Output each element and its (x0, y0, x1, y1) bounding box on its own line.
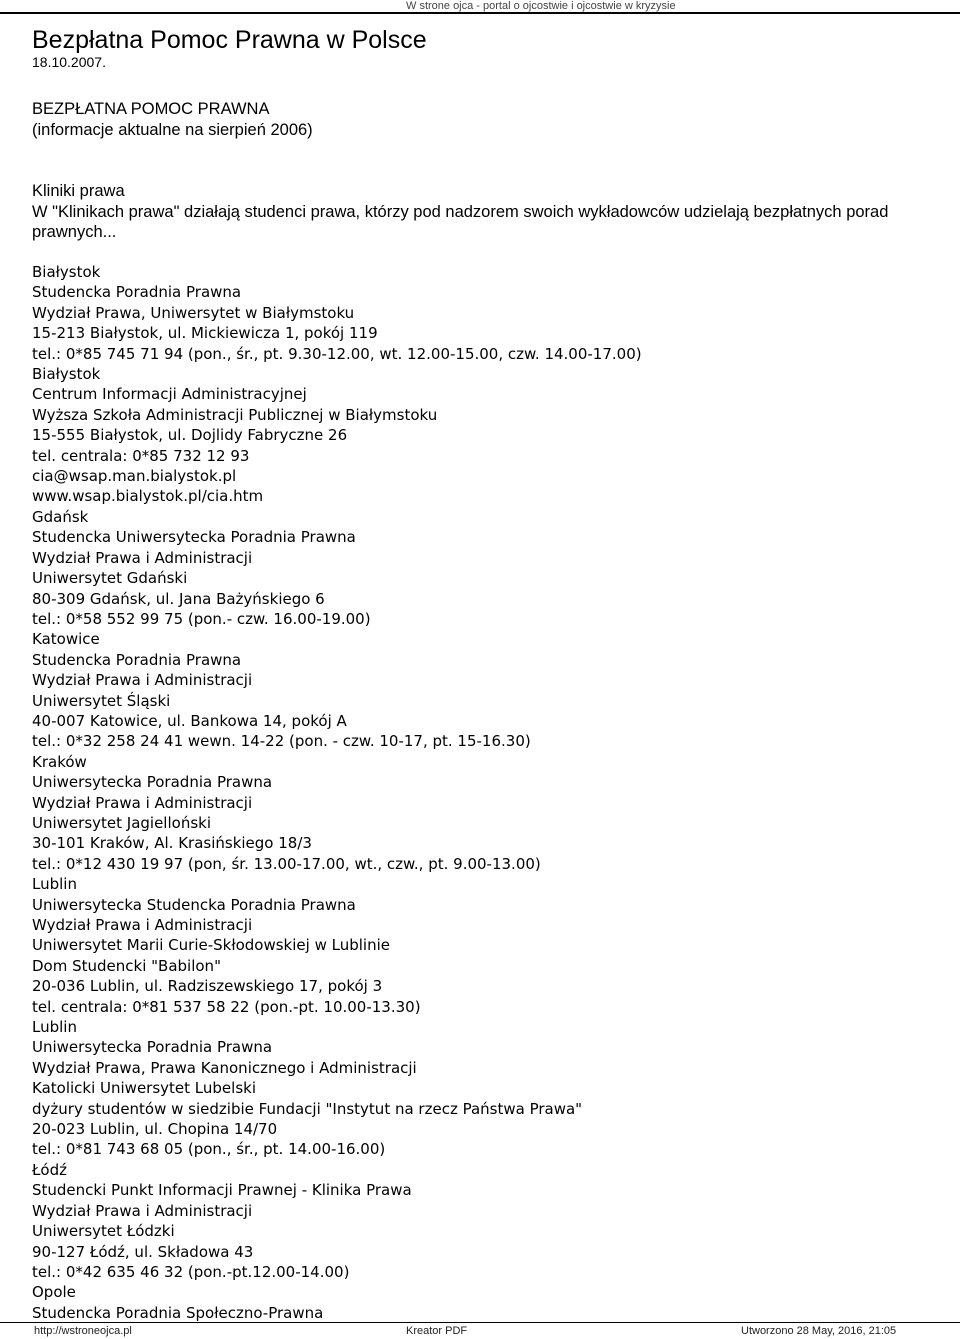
listing-line: Łódź (32, 1160, 68, 1179)
listing-line: Wyższa Szkoła Administracji Publicznej w Białymstoku (32, 405, 438, 424)
listing-line: Wydział Prawa, Uniwersytet w Białymstoku (32, 303, 355, 322)
intro-subheading: (informacje aktualne na sierpień 2006) (32, 120, 313, 139)
listing-line: tel. centrala: 0*85 732 12 93 (32, 446, 250, 465)
listing-line: tel. centrala: 0*81 537 58 22 (pon.-pt. 10.00-13.30) (32, 997, 421, 1016)
page-title: Bezpłatna Pomoc Prawna w Polsce (32, 26, 427, 54)
listing-line: tel.: 0*12 430 19 97 (pon, śr. 13.00-17.00, wt., czw., pt. 9.00-13.00) (32, 854, 541, 873)
listing-line: Studencka Poradnia Prawna (32, 650, 242, 669)
listing-line: tel.: 0*81 743 68 05 (pon., śr., pt. 14.00-16.00) (32, 1140, 386, 1159)
listing-line: Katolicki Uniwersytet Lubelski (32, 1079, 256, 1098)
listing-line: Uniwersytecka Studencka Poradnia Prawna (32, 895, 356, 914)
listing-line: Studencka Poradnia Społeczno-Prawna (32, 1303, 324, 1322)
listing-line: Wydział Prawa i Administracji (32, 671, 253, 690)
listing-line: 15-555 Białystok, ul. Dojlidy Fabryczne 26 (32, 426, 348, 445)
footer-created: Utworzono 28 May, 2016, 21:05 (741, 1325, 897, 1337)
page-footer (0, 1322, 960, 1339)
publication-date: 18.10.2007. (32, 54, 106, 70)
listing-line: Wydział Prawa, Prawa Kanonicznego i Administracji (32, 1058, 417, 1077)
listing-line: Studencki Punkt Informacji Prawnej - Klinika Prawa (32, 1181, 412, 1200)
listing-line: 15-213 Białystok, ul. Mickiewicza 1, pokój 119 (32, 324, 378, 343)
listing-line: Wydział Prawa i Administracji (32, 548, 253, 567)
listing-line: 20-023 Lublin, ul. Chopina 14/70 (32, 1120, 278, 1139)
listing-line: Wydział Prawa i Administracji (32, 1201, 253, 1220)
intro-block (32, 99, 932, 140)
listing-line: Wydział Prawa i Administracji (32, 793, 253, 812)
listing-line: Uniwersytecka Poradnia Prawna (32, 773, 273, 792)
listing-line: www.wsap.bialystok.pl/cia.htm (32, 487, 264, 506)
listing-line: Białystok (32, 263, 101, 281)
intro-heading: BEZPŁATNA POMOC PRAWNA (32, 100, 270, 118)
listing-line: Uniwersytet Śląski (32, 691, 171, 710)
site-header: W strone ojca - portal o ojcostwie i ojcostwie w kryzysie (406, 0, 676, 12)
listing-line: Uniwersytet Marii Curie-Skłodowskiej w Lublinie (32, 936, 390, 955)
listing-line: 80-309 Gdańsk, ul. Jana Bażyńskiego 6 (32, 589, 325, 608)
listing-line: 20-036 Lublin, ul. Radziszewskiego 17, pokój 3 (32, 977, 383, 996)
header-divider (0, 12, 960, 14)
listing-line: 90-127 Łódź, ul. Składowa 43 (32, 1242, 254, 1261)
listing-line: tel.: 0*58 552 99 75 (pon.- czw. 16.00-19.00) (32, 609, 371, 628)
listing-line: Centrum Informacji Administracyjnej (32, 385, 307, 404)
clinics-block (32, 181, 932, 243)
listing-line: Uniwersytet Jagielloński (32, 813, 211, 832)
listing-line: Uniwersytecka Poradnia Prawna (32, 1038, 273, 1057)
listing-line: Opole (32, 1283, 76, 1302)
clinics-heading: Kliniki prawa (32, 182, 125, 200)
listing-line: Uniwersytet Gdański (32, 569, 188, 588)
listing-line: tel.: 0*32 258 24 41 wewn. 14-22 (pon. - czw. 10-17, pt. 15-16.30) (32, 732, 531, 751)
clinic-listing (32, 262, 932, 1323)
listing-line: 40-007 Katowice, ul. Bankowa 14, pokój A (32, 711, 347, 730)
listing-line: Studencka Uniwersytecka Poradnia Prawna (32, 528, 356, 547)
listing-line: Uniwersytet Łódzki (32, 1222, 175, 1241)
listing-line: Katowice (32, 630, 100, 649)
listing-line: cia@wsap.man.bialystok.pl (32, 467, 237, 486)
listing-line: tel.: 0*85 745 71 94 (pon., śr., pt. 9.30-12.00, wt. 12.00-15.00, czw. 14.00-17.00) (32, 344, 642, 363)
listing-line: Studencka Poradnia Prawna (32, 283, 242, 302)
listing-line: tel.: 0*42 635 46 32 (pon.-pt.12.00-14.00) (32, 1262, 350, 1281)
clinics-description: W "Klinikach prawa" działają studenci prawa, którzy pod nadzorem swoich wykładowców udzielają bezpłatnych porad prawnych... (32, 202, 889, 241)
listing-line: dyżury studentów w siedzibie Fundacji "Instytut na rzecz Państwa Prawa" (32, 1099, 583, 1118)
listing-line: Dom Studencki "Babilon" (32, 956, 221, 975)
footer-generator: Kreator PDF (406, 1325, 468, 1337)
listing-line: Kraków (32, 752, 87, 771)
listing-line: Lublin (32, 875, 77, 894)
listing-line: Gdańsk (32, 507, 89, 526)
listing-line: Białystok (32, 365, 101, 384)
listing-line: 30-101 Kraków, Al. Krasińskiego 18/3 (32, 834, 312, 853)
listing-line: Lublin (32, 1018, 77, 1037)
footer-url[interactable]: http://wstroneojca.pl (34, 1325, 132, 1337)
listing-line: Wydział Prawa i Administracji (32, 916, 253, 934)
